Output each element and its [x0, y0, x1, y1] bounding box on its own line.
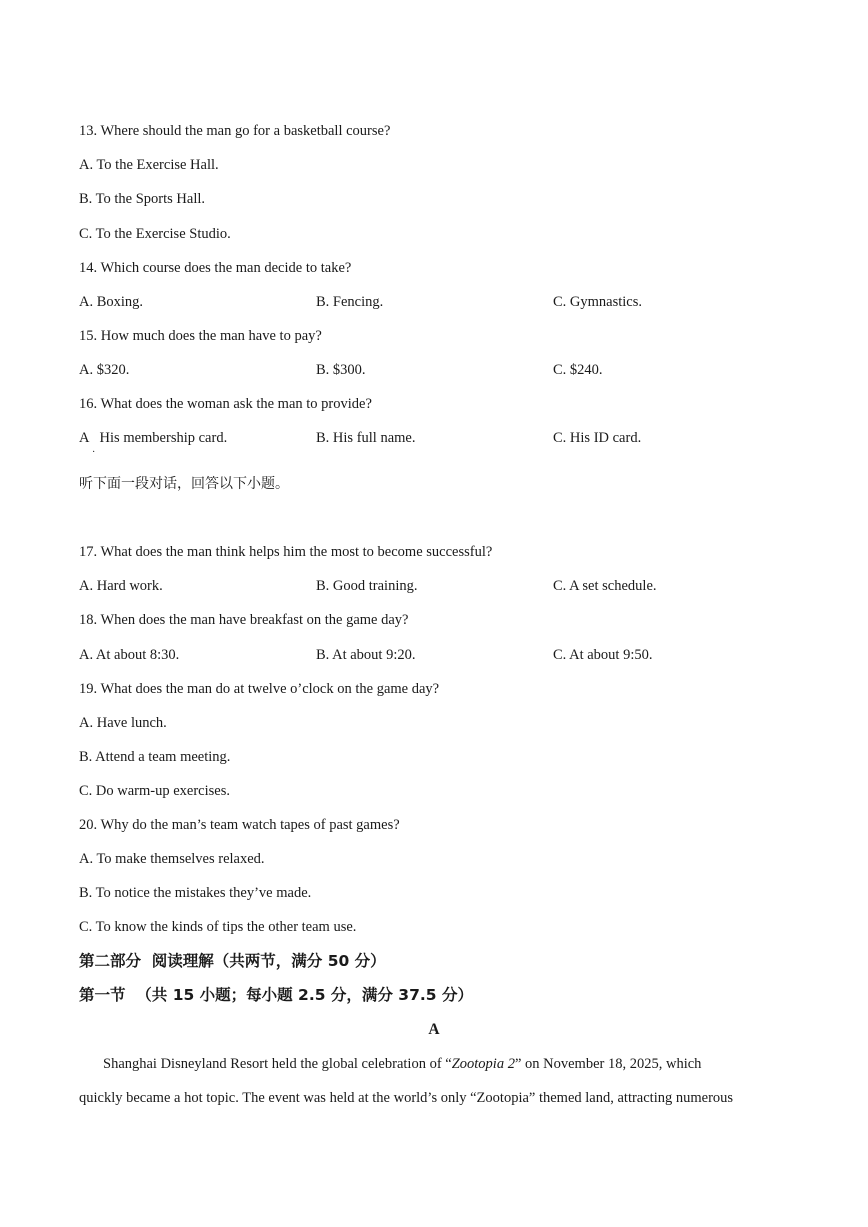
question-13-option-a: A. To the Exercise Hall.: [79, 157, 219, 173]
passage-title-italic: Zootopia 2: [451, 1056, 515, 1072]
section-subheading-part1: 第一节 （共 15 小题；每小题 2.5 分，满分 37.5 分）: [79, 986, 473, 1004]
passage-line-1-pre: Shanghai Disneyland Resort held the global celebration of “: [103, 1056, 452, 1072]
question-15-stem: 15. How much does the man have to pay?: [79, 328, 322, 344]
question-15-option-a: A. $320.: [79, 362, 130, 378]
question-19-option-b: B. Attend a team meeting.: [79, 749, 231, 765]
listening-instruction: 听下面一段对话，回答以下小题。: [79, 476, 289, 492]
question-18-option-a: A. At about 8:30.: [79, 647, 180, 663]
passage-line-1-post: ” on November 18, 2025, which: [514, 1056, 702, 1072]
question-20-option-a: A. To make themselves relaxed.: [79, 851, 265, 867]
section-heading-reading: 第二部分 阅读理解（共两节，满分 50 分）: [79, 952, 386, 970]
question-17-stem: 17. What does the man think helps him the most to become successful?: [79, 544, 493, 560]
question-20-option-c: C. To know the kinds of tips the other team use.: [79, 919, 357, 935]
question-16-option-b: B. His full name.: [316, 430, 416, 446]
question-16-option-a: A His membership card.: [79, 430, 228, 446]
question-19-option-a: A. Have lunch.: [79, 715, 167, 731]
question-14-option-b: B. Fencing.: [316, 294, 384, 310]
question-14-option-a: A. Boxing.: [79, 294, 144, 310]
question-14-stem: 14. Which course does the man decide to take?: [79, 260, 352, 276]
question-17-option-b: B. Good training.: [316, 578, 418, 594]
question-19-option-c: C. Do warm-up exercises.: [79, 783, 230, 799]
question-15-option-b: B. $300.: [316, 362, 366, 378]
question-13-option-b: B. To the Sports Hall.: [79, 191, 205, 207]
question-14-option-c: C. Gymnastics.: [553, 294, 643, 310]
question-19-stem: 19. What does the man do at twelve o’clock on the game day?: [79, 681, 440, 697]
question-17-option-a: A. Hard work.: [79, 578, 163, 594]
passage-line-2: quickly became a hot topic. The event was held at the world’s only “Zootopia” themed land, attracting numerous: [79, 1090, 734, 1106]
question-15-option-c: C. $240.: [553, 362, 603, 378]
question-16-stem: 16. What does the woman ask the man to provide?: [79, 396, 372, 412]
question-17-option-c: C. A set schedule.: [553, 578, 657, 594]
question-20-option-b: B. To notice the mistakes they’ve made.: [79, 885, 312, 901]
stray-dot-mark: ·: [92, 447, 96, 458]
question-18-option-c: C. At about 9:50.: [553, 647, 653, 663]
question-13-option-c: C. To the Exercise Studio.: [79, 226, 231, 242]
question-20-stem: 20. Why do the man’s team watch tapes of past games?: [79, 817, 400, 833]
question-18-stem: 18. When does the man have breakfast on the game day?: [79, 612, 409, 628]
question-13-stem: 13. Where should the man go for a basketball course?: [79, 123, 391, 139]
question-18-option-b: B. At about 9:20.: [316, 647, 416, 663]
passage-line-1: [103, 1054, 795, 1074]
passage-label: A: [428, 1021, 440, 1038]
question-16-option-c: C. His ID card.: [553, 430, 642, 446]
